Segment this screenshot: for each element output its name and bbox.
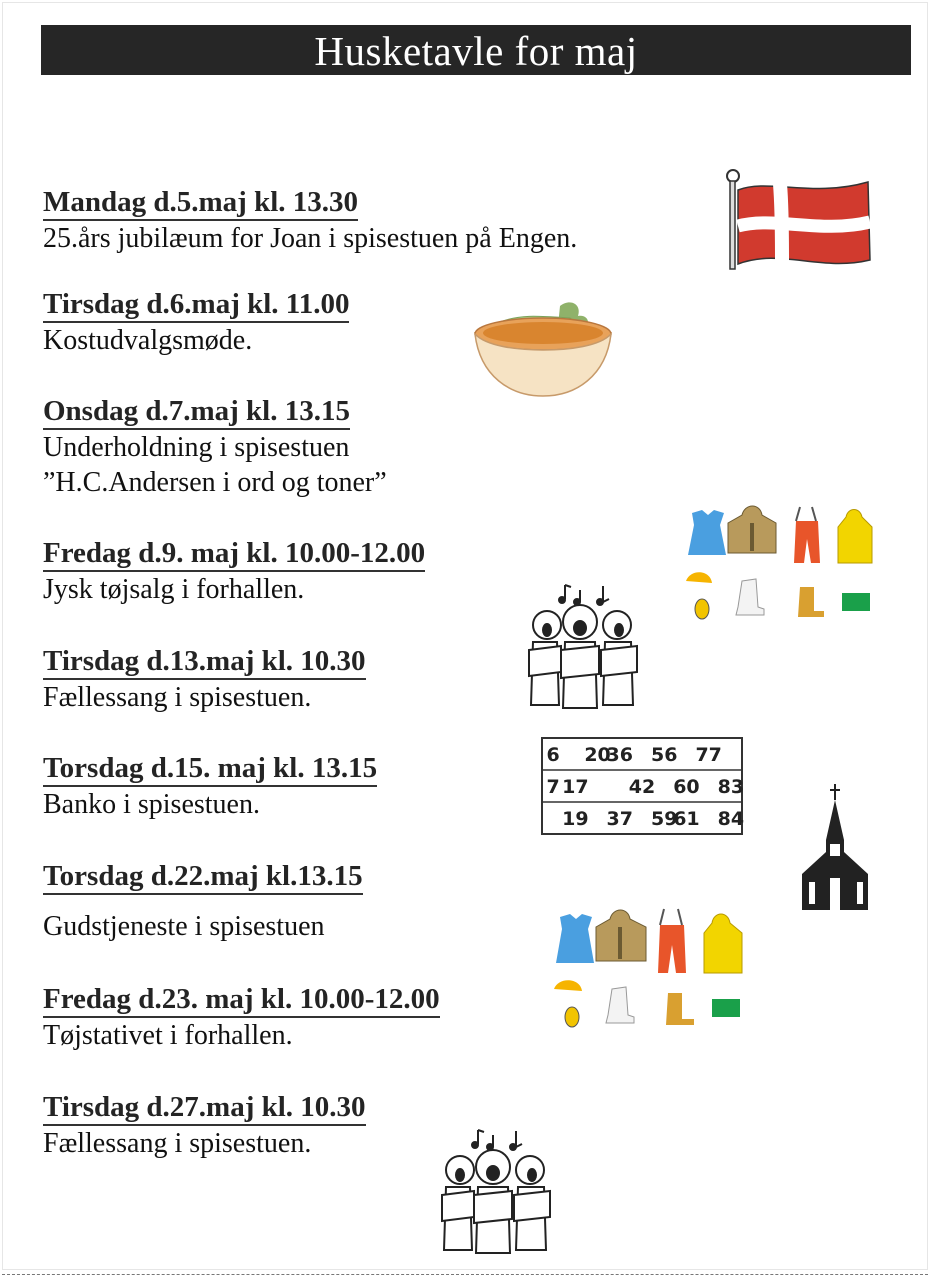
bingo-card-icon xyxy=(540,736,745,846)
event-4 xyxy=(43,537,425,607)
event-text: 25.års jubilæum for Joan i spisestuen på Engen. xyxy=(43,223,578,254)
bottom-dashed-rule xyxy=(2,1274,928,1275)
bingo-number: 59 xyxy=(650,808,678,830)
choir-singers-icon xyxy=(438,1125,558,1255)
event-3 xyxy=(43,395,387,500)
event-text: Underholdning i spisestuen xyxy=(43,432,350,463)
clothes-icon xyxy=(680,505,880,625)
event-heading: Torsdag d.22.maj kl.13.15 xyxy=(43,860,363,895)
event-heading: Mandag d.5.maj kl. 13.30 xyxy=(43,186,358,221)
event-heading: Torsdag d.15. maj kl. 13.15 xyxy=(43,752,377,787)
event-heading: Onsdag d.7.maj kl. 13.15 xyxy=(43,395,350,430)
event-text: ”H.C.Andersen i ord og toner” xyxy=(43,467,387,498)
bingo-number: 6 xyxy=(546,744,560,766)
event-heading: Tirsdag d.6.maj kl. 11.00 xyxy=(43,288,349,323)
bingo-number: 77 xyxy=(695,744,722,766)
event-text: Tøjstativet i forhallen. xyxy=(43,1020,293,1051)
event-heading: Tirsdag d.27.maj kl. 10.30 xyxy=(43,1091,366,1126)
event-text: Fællessang i spisestuen. xyxy=(43,1128,312,1159)
event-text: Gudstjeneste i spisestuen xyxy=(43,911,325,942)
event-text: Jysk tøjsalg i forhallen. xyxy=(43,574,305,605)
clothes-icon xyxy=(548,905,748,1035)
event-7 xyxy=(43,860,363,944)
bingo-number: 42 xyxy=(628,776,656,798)
bingo-number: 83 xyxy=(717,776,745,798)
bingo-number: 84 xyxy=(717,808,745,830)
bingo-number: 37 xyxy=(606,808,634,830)
bingo-number: 17 xyxy=(562,776,589,798)
event-5 xyxy=(43,645,366,715)
event-1 xyxy=(43,186,577,256)
event-9 xyxy=(43,1091,366,1161)
church-icon xyxy=(800,782,872,912)
event-8 xyxy=(43,983,440,1053)
event-heading: Fredag d.9. maj kl. 10.00-12.00 xyxy=(43,537,425,572)
bingo-number: 7 xyxy=(546,776,560,798)
event-heading: Tirsdag d.13.maj kl. 10.30 xyxy=(43,645,366,680)
page-title: Husketavle for maj xyxy=(41,25,911,75)
event-6 xyxy=(43,752,377,822)
soup-bowl-icon xyxy=(470,296,620,406)
choir-singers-icon xyxy=(525,580,645,710)
event-text: Kostudvalgsmøde. xyxy=(43,325,253,356)
bingo-card-grid xyxy=(540,736,745,841)
event-text: Banko i spisestuen. xyxy=(43,789,260,820)
bingo-number: 19 xyxy=(562,808,589,830)
bingo-number: 20 xyxy=(584,744,611,766)
danish-flag-icon xyxy=(720,168,875,273)
bingo-number: 36 xyxy=(606,744,634,766)
event-2 xyxy=(43,288,349,358)
bingo-number: 60 xyxy=(673,776,700,798)
event-text: Fællessang i spisestuen. xyxy=(43,682,312,713)
bingo-number: 61 xyxy=(673,808,700,830)
event-heading: Fredag d.23. maj kl. 10.00-12.00 xyxy=(43,983,440,1018)
bingo-number: 56 xyxy=(650,744,678,766)
